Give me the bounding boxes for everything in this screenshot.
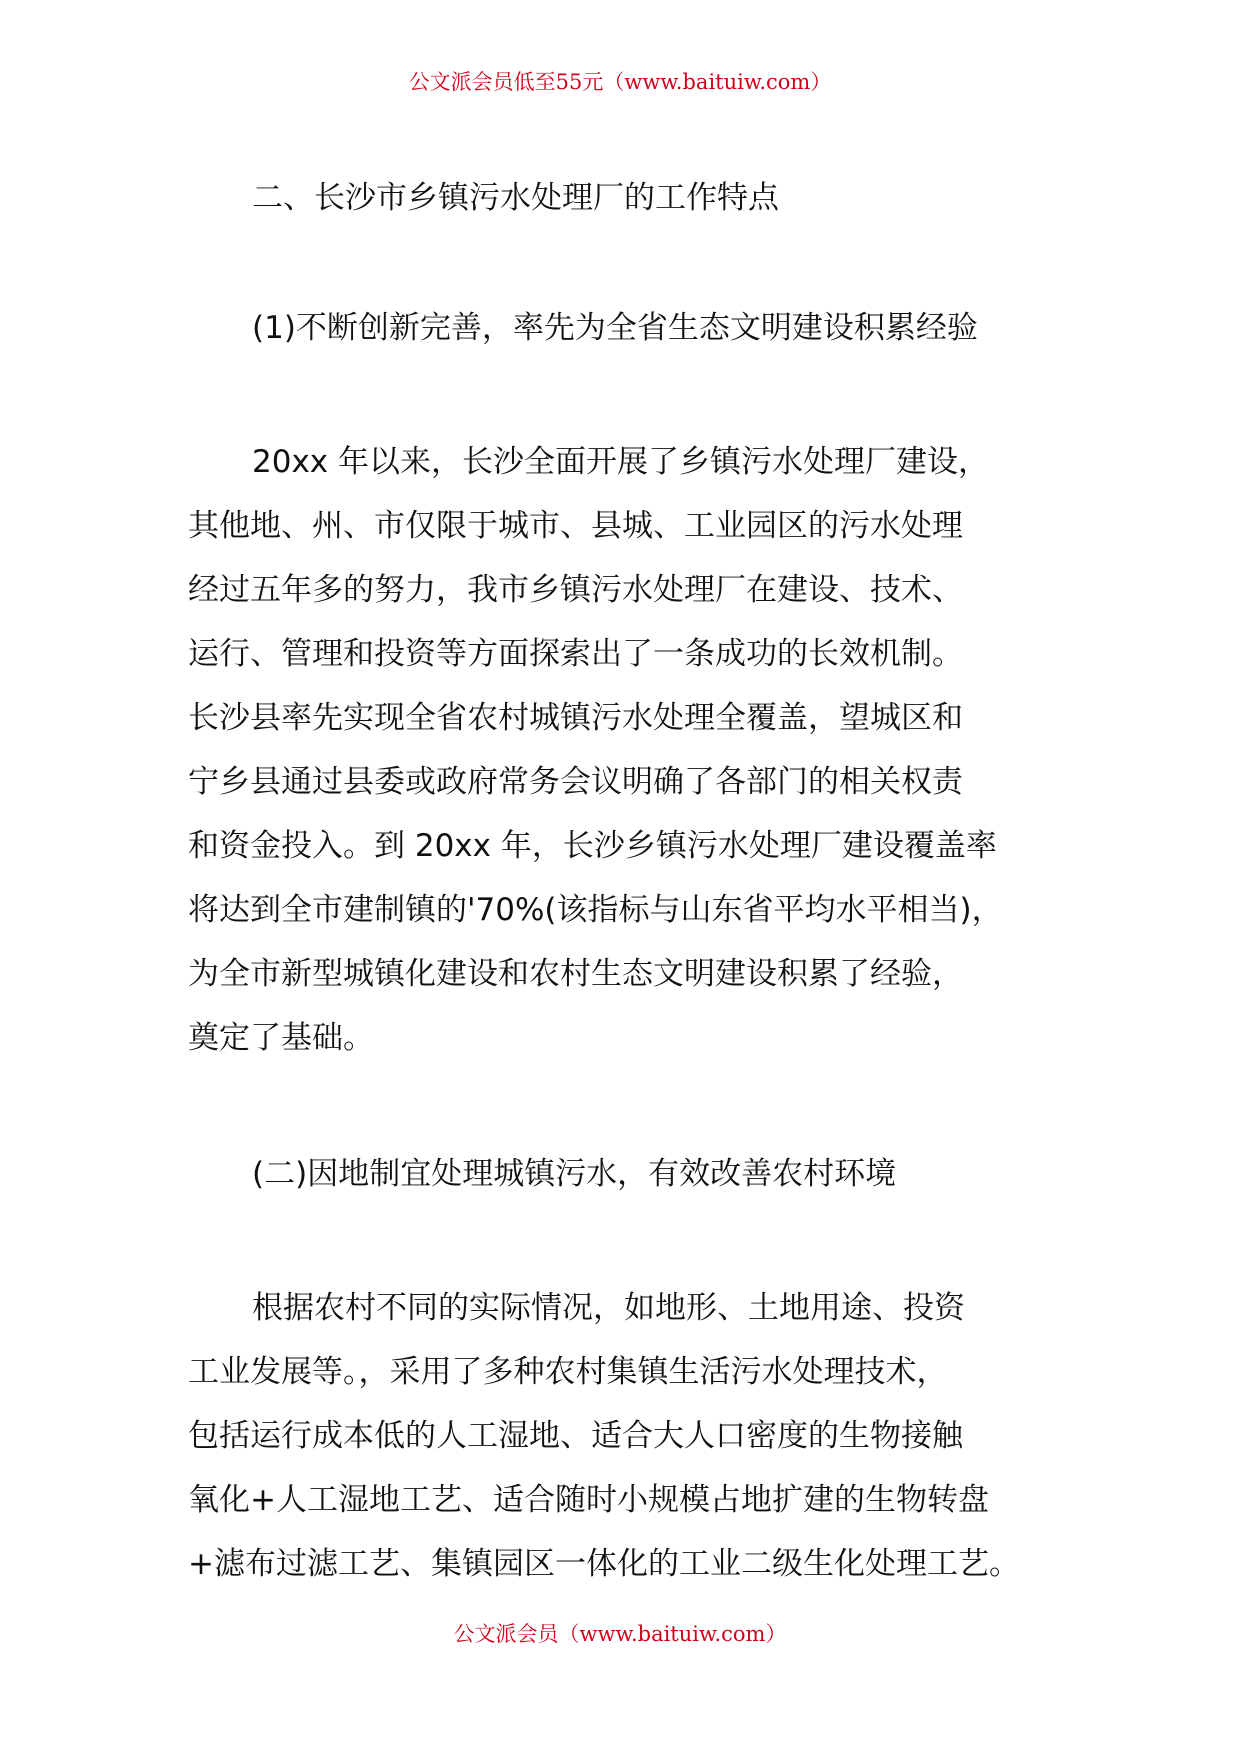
paragraph-line: 包括运行成本低的人工湿地、适合大人口密度的生物接触 xyxy=(188,1418,963,1454)
paragraph-line: 将达到全市建制镇的'70%(该指标与山东省平均水平相当)， xyxy=(188,892,1003,928)
header-watermark: 公文派会员低至55元（www.baituiw.com） xyxy=(408,70,832,94)
paragraph-line: 宁乡县通过县委或政府常务会议明确了各部门的相关权责 xyxy=(188,764,963,800)
paragraph-line: 氧化+人工湿地工艺、适合随时小规模占地扩建的生物转盘 xyxy=(188,1482,989,1518)
paragraph-2 xyxy=(188,1276,1058,1596)
paragraph-line: 20xx 年以来，长沙全面开展了乡镇污水处理厂建设， xyxy=(252,444,989,480)
paragraph-line: 为全市新型城镇化建设和农村生态文明建设积累了经验， xyxy=(188,956,963,992)
paragraph-line: 运行、管理和投资等方面探索出了一条成功的长效机制。 xyxy=(188,636,963,672)
subheading-2: (二)因地制宜处理城镇污水，有效改善农村环境 xyxy=(252,1156,897,1192)
paragraph-line: 长沙县率先实现全省农村城镇污水处理全覆盖，望城区和 xyxy=(188,700,963,736)
paragraph-line: 奠定了基础。 xyxy=(188,1020,374,1056)
section-heading: 二、长沙市乡镇污水处理厂的工作特点 xyxy=(252,180,779,216)
paragraph-line: 经过五年多的努力，我市乡镇污水处理厂在建设、技术、 xyxy=(188,572,963,608)
paragraph-line: 其他地、州、市仅限于城市、县城、工业园区的污水处理 xyxy=(188,508,963,544)
paragraph-line: 工业发展等。，采用了多种农村集镇生活污水处理技术， xyxy=(188,1354,948,1390)
subheading-1: (1)不断创新完善，率先为全省生态文明建设积累经验 xyxy=(252,310,978,346)
footer-watermark: 公文派会员（www.baituiw.com） xyxy=(453,1622,787,1646)
paragraph-line: +滤布过滤工艺、集镇园区一体化的工业二级生化处理工艺。 xyxy=(188,1546,1020,1582)
paragraph-line: 和资金投入。到 20xx 年，长沙乡镇污水处理厂建设覆盖率 xyxy=(188,828,997,864)
paragraph-1 xyxy=(188,430,1058,1070)
paragraph-line: 根据农村不同的实际情况，如地形、土地用途、投资 xyxy=(252,1290,965,1326)
